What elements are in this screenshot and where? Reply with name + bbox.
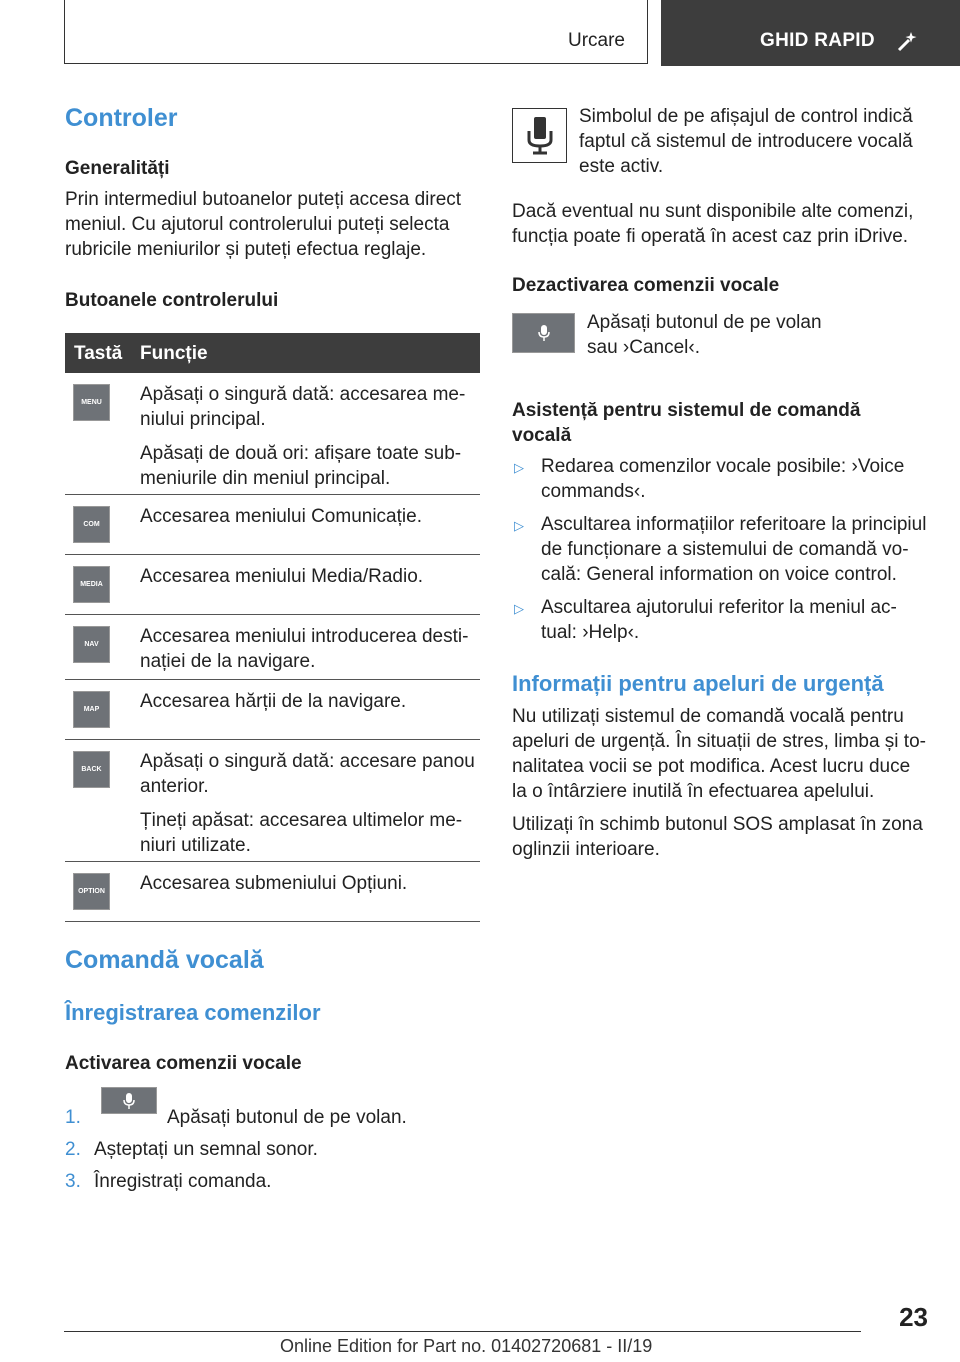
triangle-bullet-icon: ▷ <box>514 460 524 475</box>
step-number: 2. <box>65 1139 81 1160</box>
col-function-header: Funcție <box>140 343 208 364</box>
row-text: Accesarea meniului Comunicație. <box>140 506 422 527</box>
table-row <box>65 862 480 922</box>
col-key-header: Tastă <box>74 343 123 364</box>
row-text: Apăsați o singură dată: accesarea me- niului principal. <box>140 384 466 430</box>
subheading-activate: Activarea comenzii vocale <box>65 1053 302 1074</box>
step-text: Înregistrați comanda. <box>94 1171 272 1192</box>
com-key-icon: COM <box>73 506 110 543</box>
row-text: Accesarea submeniului Opțiuni. <box>140 873 408 894</box>
table-row <box>65 495 480 555</box>
quick-guide-label: GHID RAPID <box>760 30 875 51</box>
magic-wand-icon <box>896 30 918 52</box>
row-text: Apăsați o singură dată: accesare panou anterior. <box>140 751 475 797</box>
row-text: Accesarea meniului Media/Radio. <box>140 566 424 587</box>
emergency-text: Nu utilizați sistemul de comandă vocală pentru apeluri de urgență. În situații de stres, limba și to- nalitatea vocii se pot modifica. Acest lucru duce la o întârziere inutilă în efectuarea apelului. <box>512 706 926 802</box>
step-number: 3. <box>65 1171 81 1192</box>
microphone-icon <box>122 1092 136 1110</box>
table-row <box>65 373 480 495</box>
sos-text: Utilizați în schimb butonul SOS amplasat în zona oglinzii interioare. <box>512 814 923 860</box>
subheading-buttons: Butoanele controlerului <box>65 290 279 311</box>
section-title: Urcare <box>567 30 625 51</box>
section-heading-voice: Comandă vocală <box>65 946 264 974</box>
triangle-bullet-icon: ▷ <box>514 601 524 616</box>
media-key-icon: MEDIA <box>73 566 110 603</box>
heading-emergency-calls: Informații pentru apeluri de urgență <box>512 671 884 696</box>
steering-mic-button <box>101 1087 157 1114</box>
deactivate-text: Apăsați butonul de pe volan sau ›Cancel‹. <box>587 312 822 358</box>
nav-key-icon: NAV <box>73 626 110 663</box>
back-key-icon: BACK <box>73 751 110 788</box>
table-header <box>65 333 480 373</box>
general-text: Prin intermediul butoanelor puteți accesa direct meniul. Cu ajutorul controlerului puteți selecta rubricile meniurilor și puteți efectua reglaje. <box>65 189 462 260</box>
row-text: Apăsați de două ori: afișare toate sub- meniurile din meniul principal. <box>140 443 462 489</box>
step-number: 1. <box>65 1107 81 1128</box>
step-text: Așteptați un semnal sonor. <box>94 1139 318 1160</box>
subheading-assistance: Asistență pentru sistemul de comandă vocală <box>512 400 861 446</box>
symbol-text: Simbolul de pe afișajul de control indică faptul că sistemul de introducere vocală este activ. <box>579 106 913 177</box>
footer-divider <box>64 1331 861 1332</box>
voice-active-symbol <box>512 108 567 163</box>
map-key-icon: MAP <box>73 691 110 728</box>
row-text: Țineți apăsat: accesarea ultimelor me- niuri utilizate. <box>140 810 463 856</box>
step-text: Apăsați butonul de pe volan. <box>167 1107 407 1128</box>
triangle-bullet-icon: ▷ <box>514 518 524 533</box>
subheading-general: Generalități <box>65 158 170 179</box>
controller-buttons-table <box>65 333 480 922</box>
header-box <box>64 0 648 64</box>
option-key-icon: OPTION <box>73 873 110 910</box>
microphone-icon <box>525 116 555 156</box>
table-row <box>65 555 480 615</box>
heading-record-commands: Înregistrarea comenzilor <box>65 1000 321 1025</box>
bullet-item: Ascultarea informațiilor referitoare la principiul de funcționare a sistemului de comandă vo- cală: General information on voice control. <box>541 514 927 585</box>
table-row <box>65 680 480 740</box>
subheading-deactivate: Dezactivarea comenzii vocale <box>512 275 780 296</box>
menu-key-icon: MENU <box>73 384 110 421</box>
row-text: Accesarea hărții de la navigare. <box>140 691 407 712</box>
footer-edition: Online Edition for Part no. 01402720681 - II/19 <box>280 1336 653 1356</box>
bullet-item: Ascultarea ajutorului referitor la meniul ac- tual: ›Help‹. <box>541 597 897 643</box>
bullet-item: Redarea comenzilor vocale posibile: ›Voice commands‹. <box>541 456 905 502</box>
page-number: 23 <box>899 1302 928 1332</box>
unavailable-text: Dacă eventual nu sunt disponibile alte comenzi, funcția poate fi operată în acest caz prin iDrive. <box>512 201 914 247</box>
steering-mic-button <box>512 313 575 353</box>
table-row <box>65 740 480 862</box>
microphone-icon <box>537 324 551 342</box>
row-text: Accesarea meniului introducerea desti- nației de la navigare. <box>140 626 469 672</box>
table-row <box>65 615 480 680</box>
section-heading-controller: Controler <box>65 104 178 132</box>
